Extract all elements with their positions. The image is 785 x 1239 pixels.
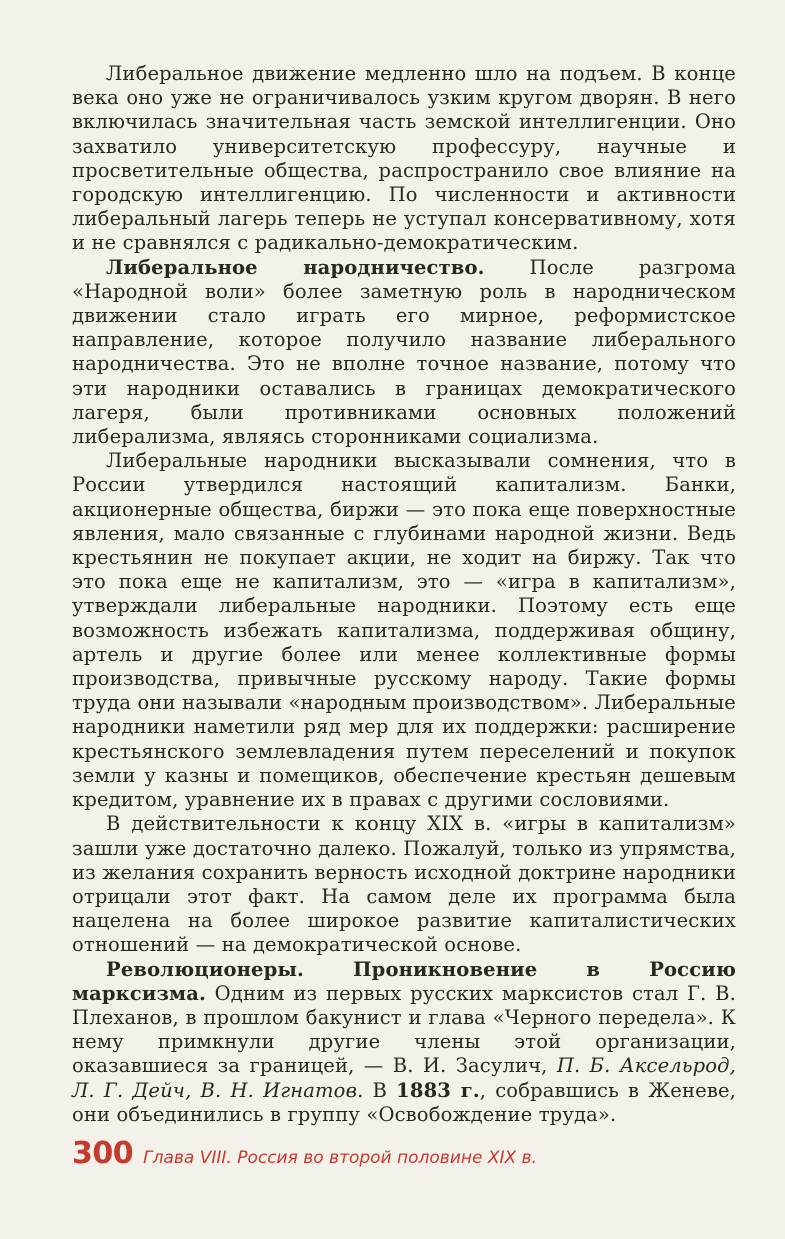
paragraph-liberal-movement [72, 62, 736, 256]
page-number: 300 [72, 1136, 134, 1171]
bold-date: 1883 г. [396, 1078, 480, 1102]
page-footer [72, 1136, 537, 1171]
running-head: Глава VIII. Россия во второй половине XIX в. [143, 1148, 537, 1168]
paragraph-liberal-populism [72, 256, 736, 450]
body-text [72, 62, 736, 1127]
paragraph-reality [72, 812, 736, 957]
paragraph-populist-views [72, 449, 736, 812]
paragraph-text: Либеральные народники высказывали сомнения, что в России утвердился настоящий капитализм. Банки, акционерные общества, биржи — это пока еще поверхностные явления, мало связанные с глубинами народной жизни. Ведь крестьянин не покупает акции, не ходит на биржу. Так что это пока еще не капитализм, это — «игра в капитализм», утверждали либеральные народники. Поэтому есть еще возможность избежать капитализма, поддерживая общину, артель и другие более или менее коллективные формы производства, привычные русскому народу. Такие формы труда они называли «народным производством». Либеральные народники наметили ряд мер для их поддержки: расширение крестьянского землевладения путем переселений и покупок земли у казны и помещиков, обеспечение крестьян дешевым кредитом, уравнение их в правах с другими сословиями. [72, 449, 736, 812]
italic-names: П. Б. Аксельрод, Л. Г. Дейч, В. Н. Игнатов [72, 1054, 737, 1102]
paragraph-text: . В [357, 1078, 397, 1102]
paragraph-text: , собравшись в Женеве, они объединились в группу «Освобождение труда». [72, 1078, 736, 1126]
section-heading-revolutionaries: Революционеры. Проникновение в Россию марксизма. [72, 957, 736, 1005]
paragraph-text: После разгрома «Народной воли» более заметную роль в народническом движении стало играть его мирное, реформистское направление, которое получило название либерального народничества. Это не вполне точное название, потому что эти народники оставались в границах демократического лагеря, были противниками основных положений либерализма, являясь сторонниками социализма. [72, 255, 737, 449]
paragraph-text: Одним из первых русских марксистов стал Г. В. Плеханов, в прошлом бакунист и глава «Черного передела». К нему примкнули другие члены этой организации, оказавшиеся за границей, — В. И. Засулич, [72, 981, 736, 1078]
section-heading-liberal-populism: Либеральное народничество. [106, 255, 485, 279]
paragraph-text: В действительности к концу XIX в. «игры в капитализм» зашли уже достаточно далеко. Пожалуй, только из упрямства, из желания сохранить верность исходной доктрине народники отрицали этот факт. На самом деле их программа была нацелена на более широкое развитие капиталистических отношений — на демократической основе. [72, 812, 736, 957]
paragraph-text: Либеральное движение медленно шло на подъем. В конце века оно уже не ограничивалось узким кругом дворян. В него включилась значительная часть земской интеллигенции. Оно захватило университетскую профессуру, научные и просветительные общества, распространило свое влияние на городскую интеллигенцию. По численности и активности либеральный лагерь теперь не уступал консервативному, хотя и не сравнялся с радикально-демократическим. [72, 62, 736, 255]
paragraph-revolutionaries [72, 958, 736, 1127]
